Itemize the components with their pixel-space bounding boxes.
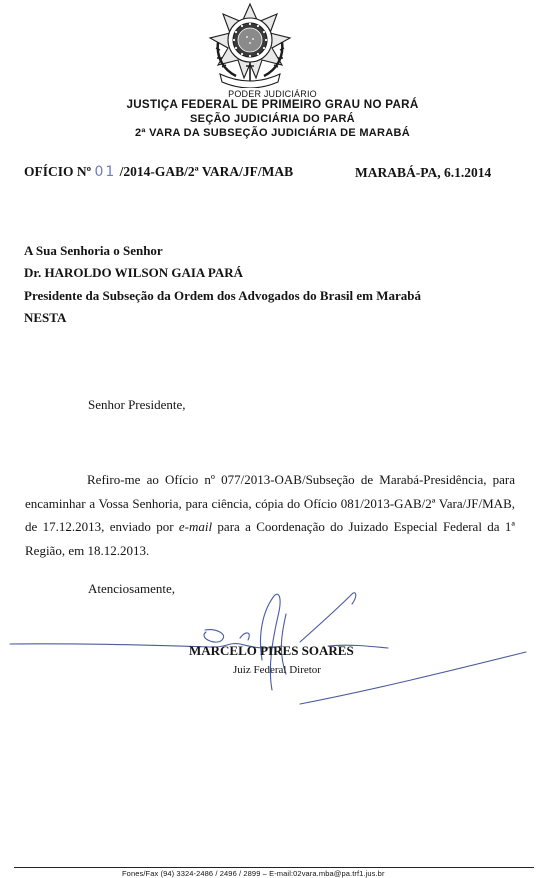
signatory-name: MARCELO PIRES SOARES (189, 643, 354, 658)
closing: Atenciosamente, (88, 581, 175, 596)
place-date: MARABÁ-PA, 6.1.2014 (355, 165, 492, 180)
header-court-branch: 2ª VARA DA SUBSEÇÃO JUDICIÁRIA DE MARABÁ (135, 127, 410, 139)
header-judicial-section: SEÇÃO JUDICIÁRIA DO PARÁ (190, 113, 355, 125)
addressee-name: Dr. HAROLDO WILSON GAIA PARÁ (24, 265, 243, 280)
oficio-number-line (24, 164, 293, 180)
signatory-title: Juiz Federal Diretor (233, 664, 321, 676)
body-paragraph (25, 468, 515, 562)
footer-contact: Fones/Fax (94) 3324-2486 / 2496 / 2899 – E-mail:02vara.mba@pa.trf1.jus.br (122, 869, 385, 878)
body-text-email: e-mail (178, 519, 213, 534)
addressee-treatment: A Sua Senhoria o Senhor (24, 243, 163, 258)
addressee-location: NESTA (24, 310, 67, 325)
header-federal-justice: JUSTIÇA FEDERAL DE PRIMEIRO GRAU NO PARÁ (126, 98, 419, 111)
body-text-part2: para a Coordenação do Juizado Especial Federal da 1ª Região, em 18.12.2013. (25, 519, 515, 558)
oficio-suffix: /2014-GAB/2ª VARA/JF/MAB (119, 164, 294, 179)
brazil-coat-of-arms-seal (206, 2, 294, 88)
addressee-position: Presidente da Subseção da Ordem dos Advogados do Brasil em Marabá (24, 288, 422, 303)
oficio-prefix: OFÍCIO Nº (24, 164, 92, 179)
header-judiciary-power: PODER JUDICIÁRIO (228, 89, 317, 99)
footer-rule (14, 867, 534, 868)
body-text-part1: Refiro-me ao Ofício nº 077/2013-OAB/Subseção de Marabá-Presidência, para encaminhar a Vossa Senhoria, para ciência, cópia do Ofício 081/2013-GAB/2ª Vara/JF/MAB, de 17.12.2013, enviado por (25, 472, 515, 534)
oficio-handwritten-number: 01 (94, 164, 117, 180)
salutation: Senhor Presidente, (88, 397, 186, 412)
